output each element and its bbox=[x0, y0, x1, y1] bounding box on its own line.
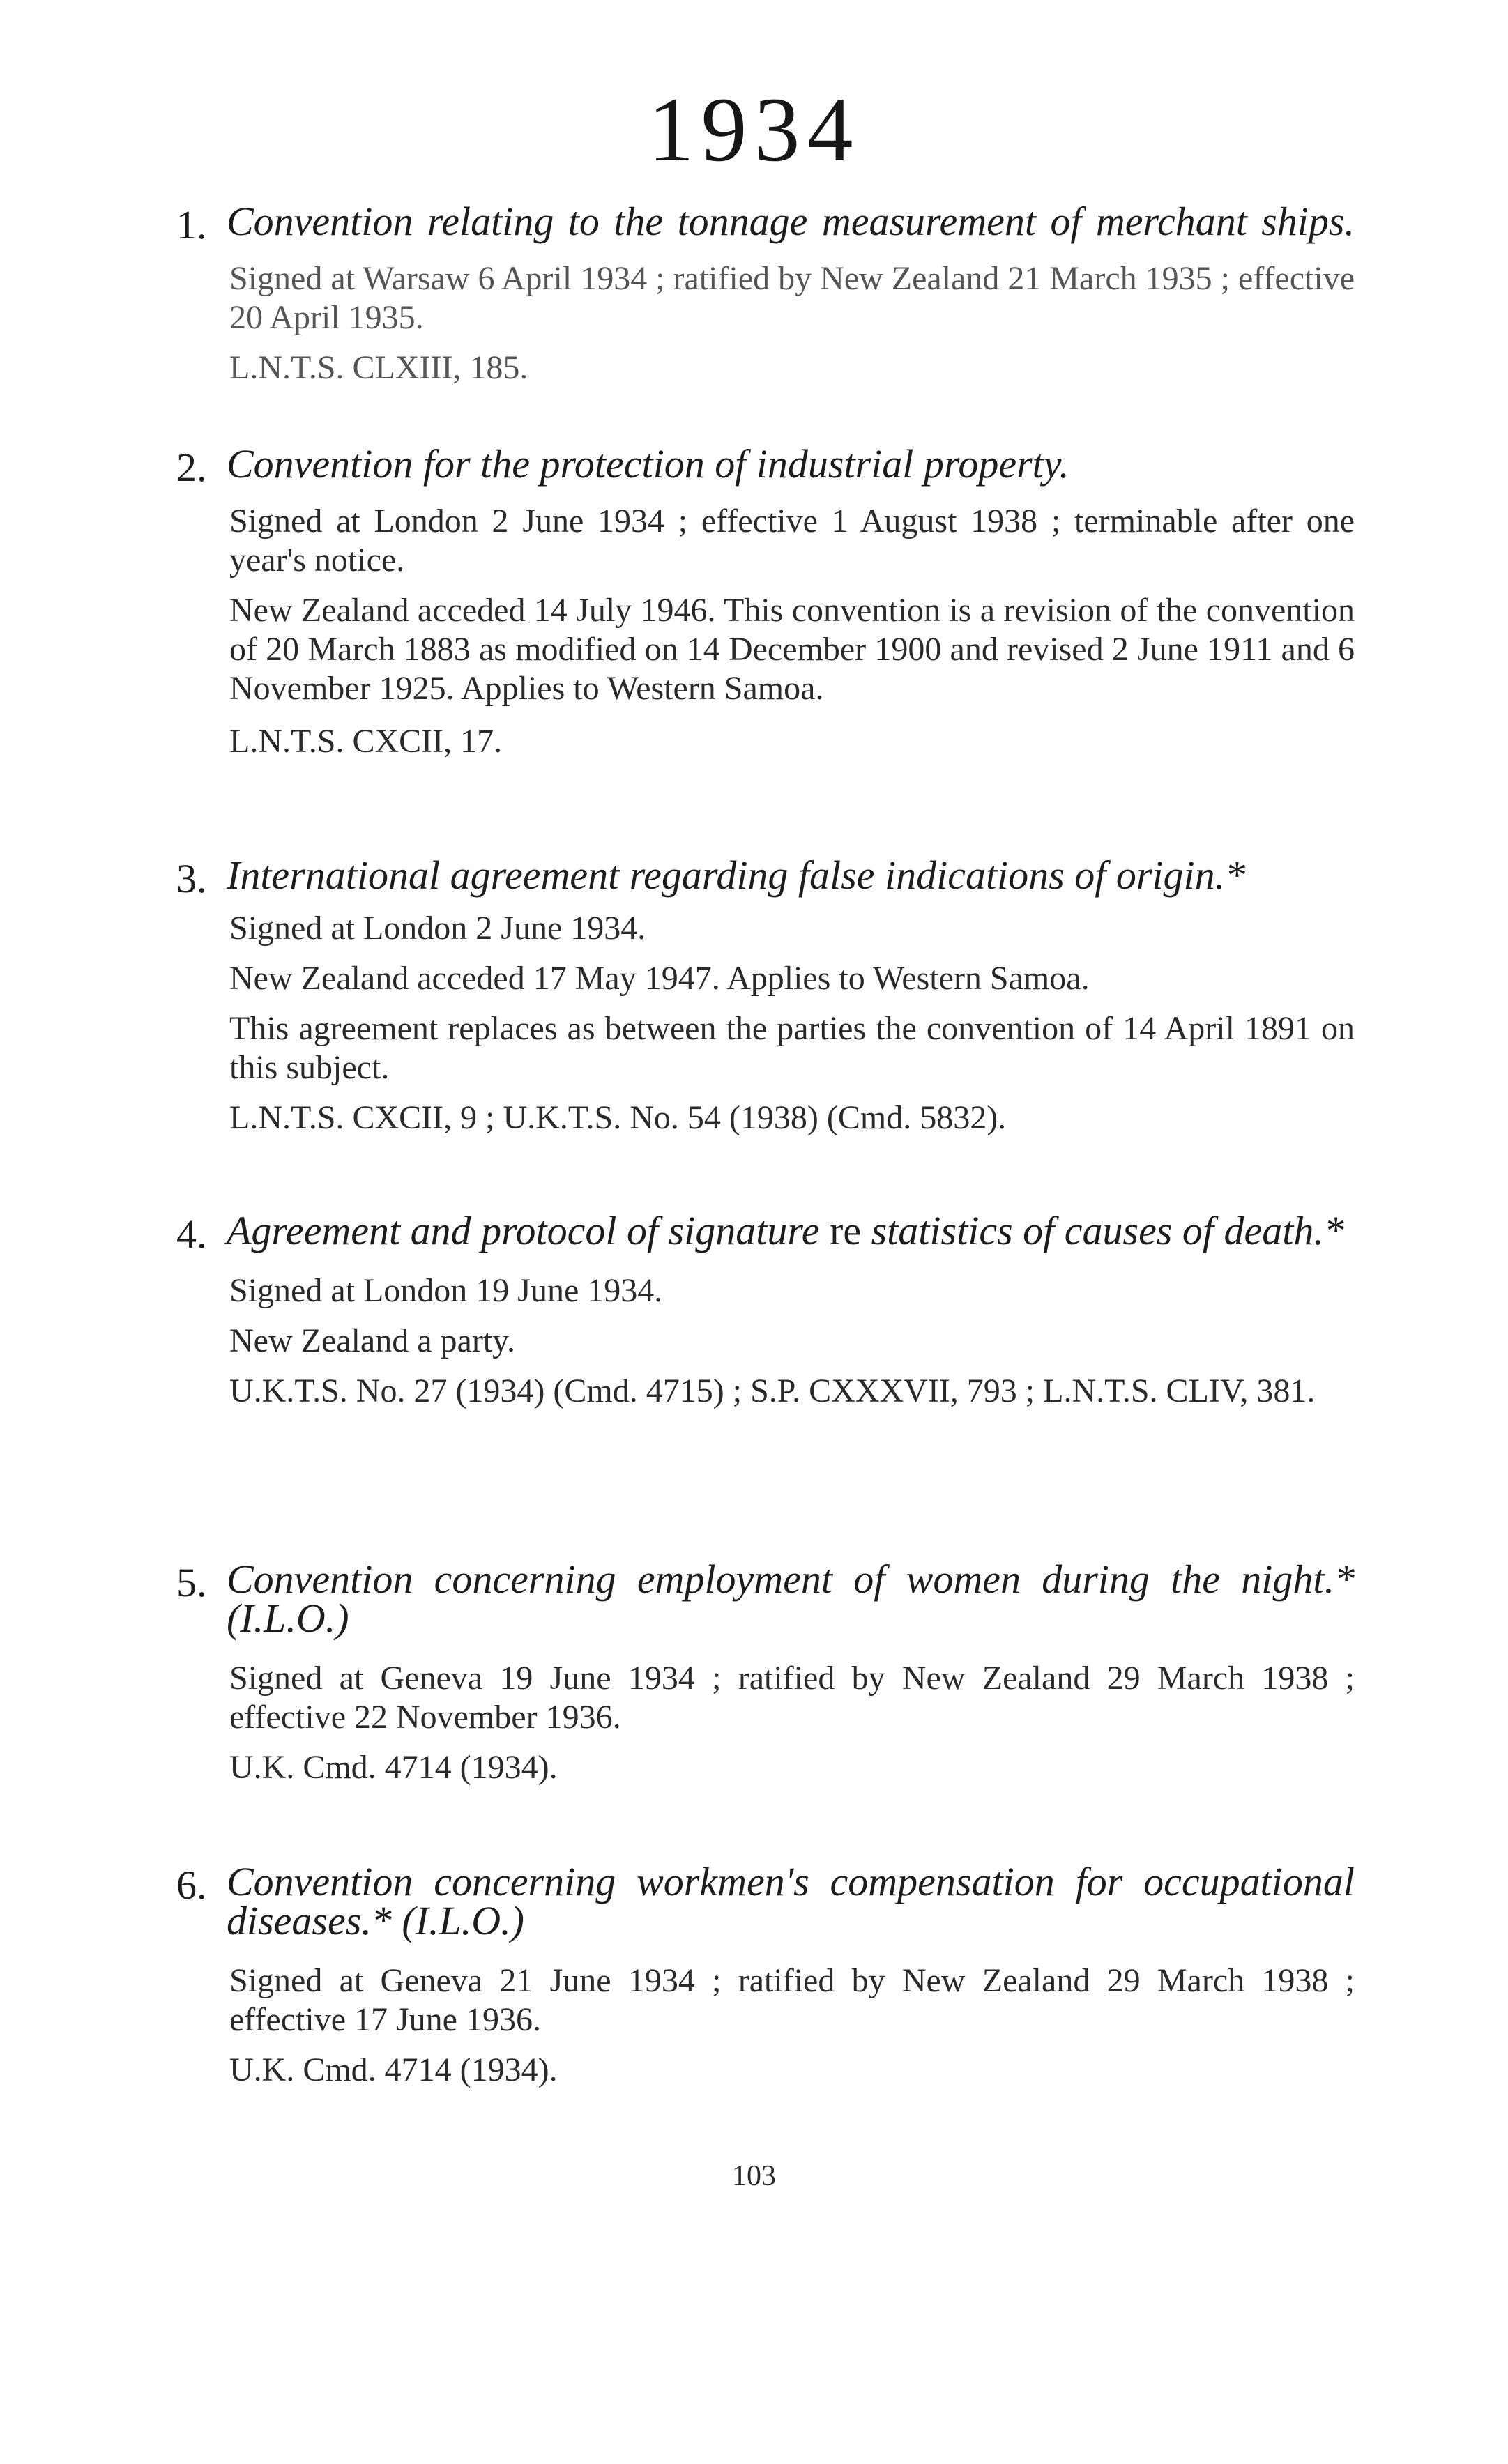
entry-title-organization: (I.L.O.) bbox=[402, 1898, 524, 1943]
entry-number: 6. bbox=[176, 1862, 207, 1908]
entry-signing-details: Signed at Geneva 21 June 1934 ; ratified by New Zealand 29 March 1938 ; effective 17 June 1936. bbox=[229, 1962, 1355, 2038]
entry-notes: New Zealand acceded 14 July 1946. This convention is a revision of the convention of 20 March 1883 as modified on 14 December 1900 and revised 2 June 1911 and 6 November 1925. Applies to Western Samoa. bbox=[229, 592, 1355, 707]
treaty-entry-2 bbox=[176, 441, 1355, 761]
entry-number: 5. bbox=[176, 1560, 207, 1605]
treaty-entry-5 bbox=[176, 1556, 1355, 1787]
entry-title-part: statistics of causes of death.* bbox=[871, 1208, 1344, 1253]
entry-number: 2. bbox=[176, 445, 207, 490]
page-year-heading: 1934 bbox=[648, 78, 860, 181]
entry-citation: U.K.T.S. No. 27 (1934) (Cmd. 4715) ; S.P. CXXXVII, 793 ; L.N.T.S. CLIV, 381. bbox=[229, 1372, 1316, 1409]
entry-title bbox=[227, 1859, 1355, 1943]
entry-title: International agreement regarding false indications of origin.* bbox=[227, 852, 1246, 898]
entry-number: 1. bbox=[176, 202, 207, 247]
entry-citation: U.K. Cmd. 4714 (1934). bbox=[229, 1749, 558, 1786]
page-number: 103 bbox=[732, 2160, 776, 2192]
entry-signing-details: Signed at London 19 June 1934. bbox=[229, 1272, 663, 1309]
entry-title-part: Convention concerning workmen's compensation for occupational diseases.* bbox=[227, 1859, 1355, 1943]
entry-number: 4. bbox=[176, 1211, 207, 1257]
entry-title-part: Agreement and protocol of signature bbox=[227, 1208, 820, 1253]
treaty-entry-6 bbox=[176, 1859, 1355, 2090]
entry-notes: This agreement replaces as between the parties the convention of 14 April 1891 on this subject. bbox=[229, 1010, 1355, 1086]
entry-signing-details: Signed at Geneva 19 June 1934 ; ratified by New Zealand 29 March 1938 ; effective 22 November 1936. bbox=[229, 1660, 1355, 1736]
entry-title: Convention for the protection of industrial property. bbox=[227, 441, 1069, 487]
entry-title-part: Convention concerning employment of women during the night.* bbox=[227, 1556, 1355, 1602]
entry-signing-details: Signed at London 2 June 1934. bbox=[229, 910, 646, 947]
entry-party-status: New Zealand a party. bbox=[229, 1322, 516, 1359]
entry-citation: L.N.T.S. CXCII, 9 ; U.K.T.S. No. 54 (1938) (Cmd. 5832). bbox=[229, 1099, 1007, 1136]
treaty-entry-4 bbox=[176, 1208, 1355, 1411]
entry-title bbox=[227, 1208, 1355, 1253]
treaty-entry-1 bbox=[176, 199, 1355, 388]
entry-title-organization: (I.L.O.) bbox=[227, 1596, 349, 1641]
entry-title-connector: re bbox=[830, 1208, 862, 1253]
entry-signing-details: Signed at London 2 June 1934 ; effective 1 August 1938 ; terminable after one year's notice. bbox=[229, 503, 1355, 579]
entry-title bbox=[227, 1556, 1355, 1641]
treaty-entry-3 bbox=[176, 852, 1355, 1138]
entry-citation: U.K. Cmd. 4714 (1934). bbox=[229, 2051, 558, 2088]
entry-number: 3. bbox=[176, 856, 207, 901]
entry-accession: New Zealand acceded 17 May 1947. Applies to Western Samoa. bbox=[229, 960, 1090, 997]
entry-citation: L.N.T.S. CLXIII, 185. bbox=[229, 349, 528, 386]
entry-signing-details: Signed at Warsaw 6 April 1934 ; ratified by New Zealand 21 March 1935 ; effective 20 April 1935. bbox=[229, 260, 1355, 336]
entry-citation: L.N.T.S. CXCII, 17. bbox=[229, 723, 503, 760]
entry-title: Convention relating to the tonnage measurement of merchant ships. bbox=[227, 199, 1355, 244]
